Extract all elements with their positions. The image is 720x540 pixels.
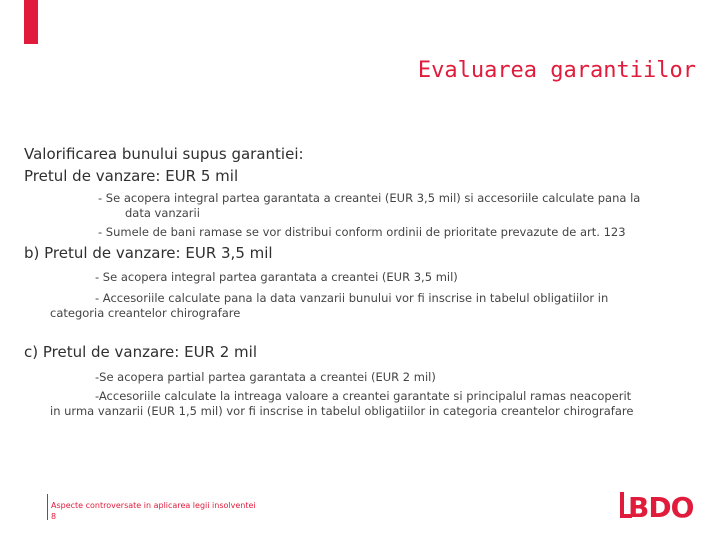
section-c-item-1: -Se acopera partial partea garantata a creantei (EUR 2 mil) (95, 370, 436, 384)
slide-title: Evaluarea garantiilor (417, 58, 696, 83)
intro-line-2: Pretul de vanzare: EUR 5 mil (24, 167, 239, 185)
section-a-item-2: - Sumele de bani ramase se vor distribui conform ordinii de prioritate prevazute de art. 123 (98, 225, 626, 239)
footer-caption: Aspecte controversate in aplicarea legii insolventei (51, 501, 256, 510)
section-b-item-2-line-1: - Accesoriile calculate pana la data vanzarii bunului vor fi inscrise in tabelul obligatiilor in (95, 291, 609, 305)
section-a-item-1-line-2: data vanzarii (125, 206, 200, 220)
section-a-item-1-line-1: - Se acopera integral partea garantata a creantei (EUR 3,5 mil) si accesoriile calculate pana la (98, 191, 641, 205)
intro-block (24, 143, 304, 187)
section-b-item-2-line-2: categoria creantelor chirografare (50, 306, 241, 320)
logo-text: BDO (628, 491, 694, 522)
footer-divider (47, 494, 48, 520)
page-number: 8 (51, 512, 57, 521)
section-c-heading: c) Pretul de vanzare: EUR 2 mil (24, 343, 257, 361)
section-b-item-1: - Se acopera integral partea garantata a creantei (EUR 3,5 mil) (95, 270, 458, 284)
section-b-heading: b) Pretul de vanzare: EUR 3,5 mil (24, 244, 273, 262)
intro-line-1: Valorificarea bunului supus garantiei: (24, 145, 304, 163)
section-c-item-2-line-2: in urma vanzarii (EUR 1,5 mil) vor fi inscrise in tabelul obligatiilor in categoria creantelor chirografare (50, 404, 634, 418)
section-c-item-2-line-1: -Accesoriile calculate la intreaga valoare a creantei garantate si principalul ramas neacoperit (95, 389, 632, 403)
red-accent-bar (24, 0, 38, 44)
bdo-logo (620, 488, 700, 522)
footer (51, 500, 256, 522)
